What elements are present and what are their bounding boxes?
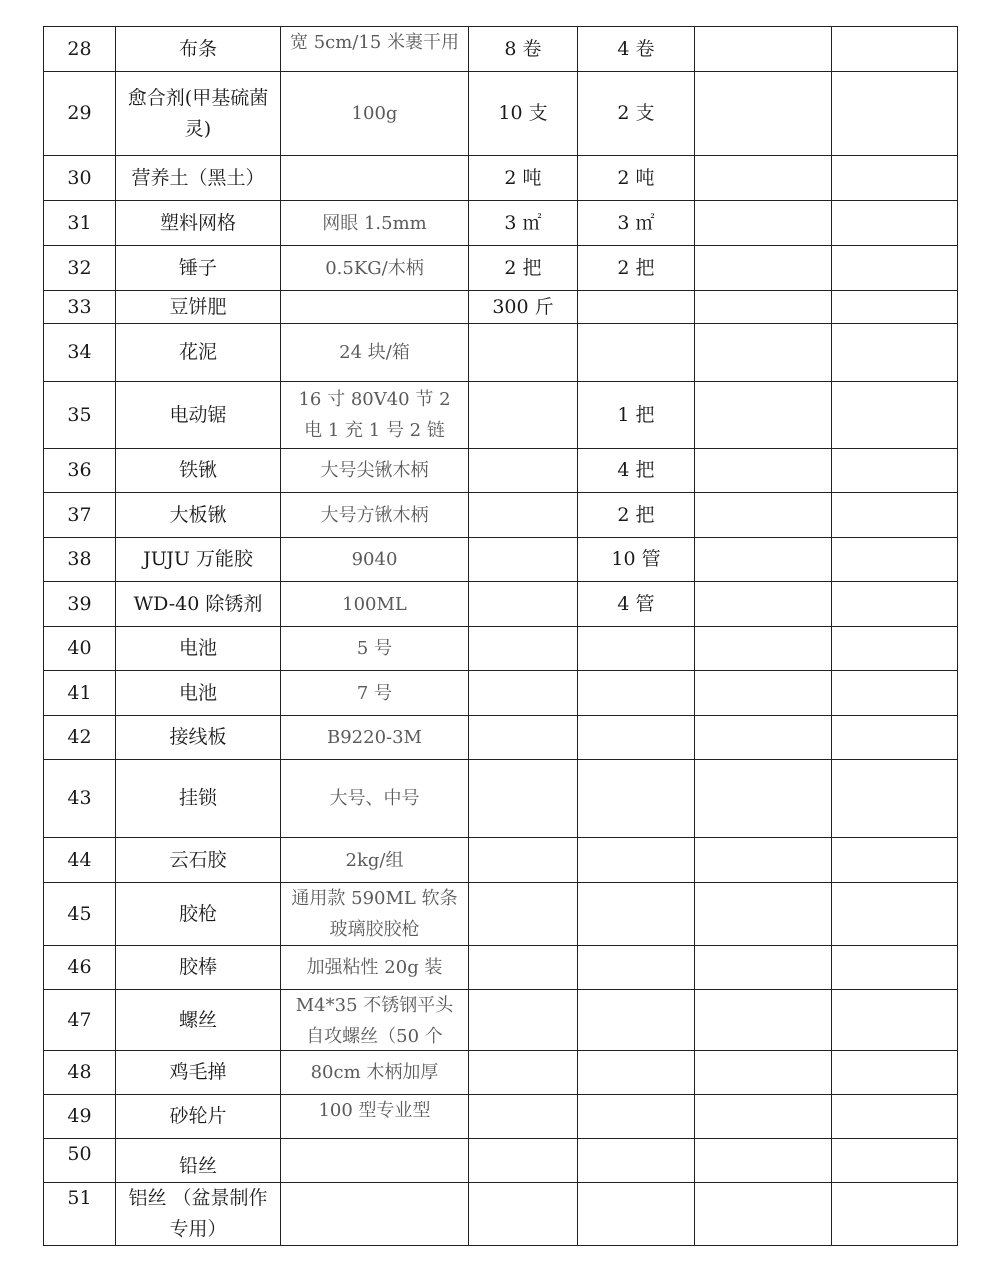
quantity-2: 1 把 bbox=[578, 382, 695, 449]
row-number: 37 bbox=[44, 493, 116, 538]
quantity-1 bbox=[469, 324, 578, 382]
row-number: 43 bbox=[44, 760, 116, 838]
empty-cell bbox=[695, 291, 832, 324]
table-row bbox=[44, 990, 958, 1051]
table-row bbox=[44, 538, 958, 582]
row-number: 40 bbox=[44, 627, 116, 671]
row-number: 49 bbox=[44, 1095, 116, 1139]
item-spec: 大号、中号 bbox=[281, 760, 469, 838]
item-spec-text: M4*35 不锈钢平头自攻螺丝（50 个 bbox=[295, 995, 454, 1047]
item-name: 胶棒 bbox=[116, 946, 281, 990]
row-number: 46 bbox=[44, 946, 116, 990]
quantity-2 bbox=[578, 1183, 695, 1246]
item-name: 鸡毛掸 bbox=[116, 1051, 281, 1095]
empty-cell bbox=[695, 883, 832, 946]
empty-cell bbox=[695, 1183, 832, 1246]
item-spec: 100 型专业型 bbox=[281, 1095, 469, 1139]
quantity-2 bbox=[578, 716, 695, 760]
empty-cell bbox=[695, 538, 832, 582]
item-name: 花泥 bbox=[116, 324, 281, 382]
item-name: 砂轮片 bbox=[116, 1095, 281, 1139]
row-number: 44 bbox=[44, 838, 116, 883]
table-row bbox=[44, 156, 958, 201]
table-row bbox=[44, 671, 958, 716]
table-row bbox=[44, 582, 958, 627]
quantity-1 bbox=[469, 449, 578, 493]
item-spec: 9040 bbox=[281, 538, 469, 582]
empty-cell bbox=[832, 838, 958, 883]
item-spec bbox=[281, 1183, 469, 1246]
item-name: 布条 bbox=[116, 27, 281, 72]
quantity-1 bbox=[469, 382, 578, 449]
item-spec: 网眼 1.5mm bbox=[281, 201, 469, 246]
item-spec: 80cm 木柄加厚 bbox=[281, 1051, 469, 1095]
row-number: 32 bbox=[44, 246, 116, 291]
row-number: 30 bbox=[44, 156, 116, 201]
empty-cell bbox=[695, 760, 832, 838]
empty-cell bbox=[832, 324, 958, 382]
empty-cell bbox=[695, 838, 832, 883]
empty-cell bbox=[695, 27, 832, 72]
quantity-2: 4 管 bbox=[578, 582, 695, 627]
item-name: 电池 bbox=[116, 671, 281, 716]
item-name: 铅丝 bbox=[116, 1139, 281, 1183]
empty-cell bbox=[695, 1095, 832, 1139]
quantity-2: 4 卷 bbox=[578, 27, 695, 72]
row-number: 33 bbox=[44, 291, 116, 324]
quantity-2 bbox=[578, 883, 695, 946]
empty-cell bbox=[695, 156, 832, 201]
row-number: 29 bbox=[44, 72, 116, 156]
empty-cell bbox=[832, 538, 958, 582]
empty-cell bbox=[695, 246, 832, 291]
row-number: 41 bbox=[44, 671, 116, 716]
item-spec: 2kg/组 bbox=[281, 838, 469, 883]
quantity-2: 10 管 bbox=[578, 538, 695, 582]
item-name: 胶枪 bbox=[116, 883, 281, 946]
item-name: JUJU 万能胶 bbox=[116, 538, 281, 582]
empty-cell bbox=[832, 201, 958, 246]
quantity-2: 3 ㎡ bbox=[578, 201, 695, 246]
empty-cell bbox=[695, 582, 832, 627]
quantity-1 bbox=[469, 1139, 578, 1183]
item-spec: 16 寸 80V40 节 2 电 1 充 1 号 2 链 bbox=[281, 382, 469, 449]
table-row bbox=[44, 291, 958, 324]
empty-cell bbox=[695, 1139, 832, 1183]
empty-cell bbox=[832, 382, 958, 449]
row-number: 39 bbox=[44, 582, 116, 627]
item-name: 塑料网格 bbox=[116, 201, 281, 246]
quantity-1: 3 ㎡ bbox=[469, 201, 578, 246]
empty-cell bbox=[695, 671, 832, 716]
empty-cell bbox=[832, 990, 958, 1051]
empty-cell bbox=[832, 582, 958, 627]
empty-cell bbox=[832, 946, 958, 990]
quantity-2 bbox=[578, 291, 695, 324]
empty-cell bbox=[695, 946, 832, 990]
empty-cell bbox=[832, 883, 958, 946]
table-row bbox=[44, 27, 958, 72]
item-name: 铝丝 （盆景制作专用） bbox=[116, 1183, 281, 1246]
item-spec: 24 块/箱 bbox=[281, 324, 469, 382]
quantity-1 bbox=[469, 883, 578, 946]
item-name: 豆饼肥 bbox=[116, 291, 281, 324]
table-row bbox=[44, 838, 958, 883]
row-number: 48 bbox=[44, 1051, 116, 1095]
quantity-1: 8 卷 bbox=[469, 27, 578, 72]
item-spec bbox=[281, 990, 469, 1051]
table-row bbox=[44, 1139, 958, 1183]
empty-cell bbox=[695, 324, 832, 382]
item-spec: 7 号 bbox=[281, 671, 469, 716]
item-spec: B9220-3M bbox=[281, 716, 469, 760]
empty-cell bbox=[832, 760, 958, 838]
item-name: 营养土（黑土） bbox=[116, 156, 281, 201]
empty-cell bbox=[695, 716, 832, 760]
quantity-1 bbox=[469, 716, 578, 760]
table-row bbox=[44, 201, 958, 246]
item-name: 挂锁 bbox=[116, 760, 281, 838]
quantity-1: 2 吨 bbox=[469, 156, 578, 201]
row-number: 34 bbox=[44, 324, 116, 382]
quantity-1 bbox=[469, 493, 578, 538]
quantity-2: 2 把 bbox=[578, 246, 695, 291]
table-row bbox=[44, 324, 958, 382]
quantity-1 bbox=[469, 760, 578, 838]
item-name: 大板锹 bbox=[116, 493, 281, 538]
quantity-2: 2 支 bbox=[578, 72, 695, 156]
table-row bbox=[44, 946, 958, 990]
quantity-2 bbox=[578, 1051, 695, 1095]
quantity-2 bbox=[578, 946, 695, 990]
quantity-2: 2 把 bbox=[578, 493, 695, 538]
quantity-1: 10 支 bbox=[469, 72, 578, 156]
table-row bbox=[44, 627, 958, 671]
item-spec: 加强粘性 20g 装 bbox=[281, 946, 469, 990]
item-spec: 通用款 590ML 软条玻璃胶胶枪 bbox=[281, 883, 469, 946]
item-name: 铁锹 bbox=[116, 449, 281, 493]
table-row bbox=[44, 1183, 958, 1246]
row-number: 36 bbox=[44, 449, 116, 493]
row-number: 35 bbox=[44, 382, 116, 449]
quantity-1: 300 斤 bbox=[469, 291, 578, 324]
item-spec: 100ML bbox=[281, 582, 469, 627]
quantity-2: 4 把 bbox=[578, 449, 695, 493]
empty-cell bbox=[695, 627, 832, 671]
empty-cell bbox=[695, 201, 832, 246]
table-row bbox=[44, 760, 958, 838]
quantity-1 bbox=[469, 1051, 578, 1095]
item-spec: 100g bbox=[281, 72, 469, 156]
quantity-1 bbox=[469, 582, 578, 627]
quantity-2: 2 吨 bbox=[578, 156, 695, 201]
empty-cell bbox=[832, 449, 958, 493]
row-number: 50 bbox=[44, 1139, 116, 1183]
quantity-2 bbox=[578, 1139, 695, 1183]
item-spec bbox=[281, 291, 469, 324]
item-spec: 0.5KG/木柄 bbox=[281, 246, 469, 291]
quantity-1 bbox=[469, 1183, 578, 1246]
item-spec-text: 宽 5cm/15 米裹干用 bbox=[289, 32, 459, 53]
item-spec: 大号尖锹木柄 bbox=[281, 449, 469, 493]
quantity-1: 2 把 bbox=[469, 246, 578, 291]
empty-cell bbox=[832, 291, 958, 324]
item-spec: 5 号 bbox=[281, 627, 469, 671]
table-row bbox=[44, 883, 958, 946]
table-row bbox=[44, 246, 958, 291]
empty-cell bbox=[695, 72, 832, 156]
materials-table bbox=[43, 26, 958, 1246]
item-spec: 大号方锹木柄 bbox=[281, 493, 469, 538]
table-row bbox=[44, 716, 958, 760]
empty-cell bbox=[832, 1051, 958, 1095]
table-row bbox=[44, 449, 958, 493]
table-row bbox=[44, 1051, 958, 1095]
quantity-2 bbox=[578, 627, 695, 671]
quantity-1 bbox=[469, 946, 578, 990]
row-number: 45 bbox=[44, 883, 116, 946]
item-name: 电动锯 bbox=[116, 382, 281, 449]
quantity-2 bbox=[578, 838, 695, 883]
empty-cell bbox=[695, 382, 832, 449]
item-name: 接线板 bbox=[116, 716, 281, 760]
row-number: 42 bbox=[44, 716, 116, 760]
quantity-2 bbox=[578, 671, 695, 716]
row-number: 28 bbox=[44, 27, 116, 72]
empty-cell bbox=[832, 156, 958, 201]
quantity-2 bbox=[578, 990, 695, 1051]
item-spec bbox=[281, 27, 469, 72]
item-name: 云石胶 bbox=[116, 838, 281, 883]
quantity-1 bbox=[469, 1095, 578, 1139]
empty-cell bbox=[832, 1095, 958, 1139]
table-row bbox=[44, 382, 958, 449]
empty-cell bbox=[695, 493, 832, 538]
table-row bbox=[44, 493, 958, 538]
quantity-2 bbox=[578, 1095, 695, 1139]
item-name: 螺丝 bbox=[116, 990, 281, 1051]
item-name: 愈合剂(甲基硫菌灵) bbox=[116, 72, 281, 156]
empty-cell bbox=[832, 1183, 958, 1246]
empty-cell bbox=[695, 990, 832, 1051]
item-name: 锤子 bbox=[116, 246, 281, 291]
row-number: 38 bbox=[44, 538, 116, 582]
empty-cell bbox=[832, 27, 958, 72]
quantity-2 bbox=[578, 324, 695, 382]
empty-cell bbox=[695, 1051, 832, 1095]
row-number: 51 bbox=[44, 1183, 116, 1246]
item-name: WD-40 除锈剂 bbox=[116, 582, 281, 627]
item-spec bbox=[281, 156, 469, 201]
empty-cell bbox=[832, 72, 958, 156]
empty-cell bbox=[695, 449, 832, 493]
empty-cell bbox=[832, 246, 958, 291]
item-spec bbox=[281, 1139, 469, 1183]
row-number: 31 bbox=[44, 201, 116, 246]
empty-cell bbox=[832, 671, 958, 716]
quantity-1 bbox=[469, 671, 578, 716]
empty-cell bbox=[832, 627, 958, 671]
quantity-1 bbox=[469, 627, 578, 671]
quantity-1 bbox=[469, 538, 578, 582]
empty-cell bbox=[832, 1139, 958, 1183]
item-name: 电池 bbox=[116, 627, 281, 671]
quantity-1 bbox=[469, 990, 578, 1051]
table-row bbox=[44, 72, 958, 156]
empty-cell bbox=[832, 493, 958, 538]
row-number: 47 bbox=[44, 990, 116, 1051]
table-row bbox=[44, 1095, 958, 1139]
quantity-1 bbox=[469, 838, 578, 883]
quantity-2 bbox=[578, 760, 695, 838]
empty-cell bbox=[832, 716, 958, 760]
